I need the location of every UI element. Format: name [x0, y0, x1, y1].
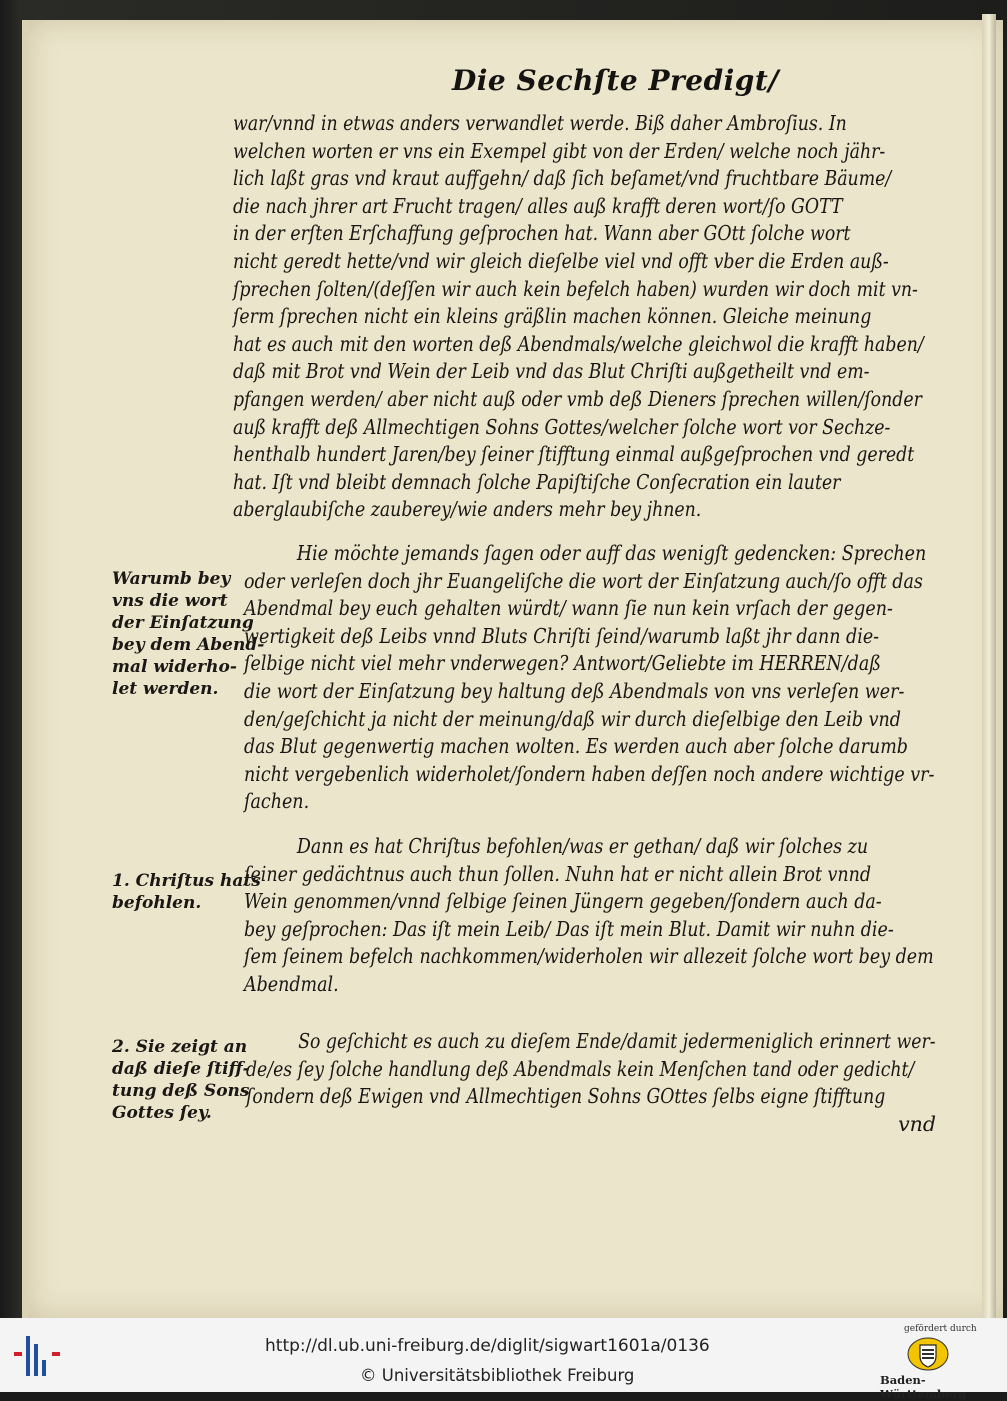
- text-line: ſeiner gedächtnus auch thun ſollen. Nuhn hat er nicht allein Brot vnnd: [244, 861, 872, 886]
- text-line: ſachen.: [244, 789, 310, 814]
- text-line: in der erſten Erſchaffung geſprochen hat. Wann aber GOtt ſolche wort: [233, 221, 851, 246]
- text-line: Abendmal bey euch gehalten würdt/ wann ſie nun kein vrſach der gegen-: [244, 596, 893, 621]
- text-line: ſerm ſprechen nicht ein kleins gräßlin machen können. Gleiche meinung: [233, 304, 872, 329]
- text-line: daß mit Brot vnd Wein der Leib vnd das Blut Chriſti außgetheilt vnd em-: [233, 359, 870, 384]
- text-line: Abendmal.: [244, 971, 339, 996]
- margin-note-line: tung deß Sons: [112, 1081, 250, 1101]
- margin-note-line: daß dieſe ſtiff-: [112, 1059, 250, 1079]
- text-line: ſprechen ſolten/(deſſen wir auch kein befelch haben) wurden wir doch mit vn-: [233, 276, 918, 301]
- margin-note-line: mal widerho-: [112, 657, 237, 677]
- catchword: vnd: [898, 1111, 936, 1136]
- text-line: welchen worten er vns ein Exempel gibt von der Erden/ welche noch jähr-: [233, 138, 886, 163]
- text-line: hat es auch mit den worten deß Abendmals/welche gleichwol die krafft haben/: [233, 331, 924, 356]
- margin-note-line: der Einſatzung: [112, 613, 254, 633]
- running-head: Die Sechſte Predigt/: [452, 64, 780, 97]
- text-line: Hie möchte jemands ſagen oder auff das wenigſt gedencken: Sprechen: [296, 541, 927, 565]
- margin-note-line: 1. Chriſtus hats: [112, 871, 261, 891]
- text-line: So geſchicht es auch zu dieſem Ende/damit jedermeniglich erinnert wer-: [298, 1029, 936, 1053]
- margin-note-1: [112, 568, 264, 700]
- text-line: hat. Iſt vnd bleibt demnach ſolche Papiſtiſche Conſecration ein lauter: [233, 469, 841, 494]
- text-line: ſondern deß Ewigen vnd Allmechtigen Sohns GOttes ſelbs eigne ſtifftung: [246, 1084, 886, 1109]
- text-line: bey geſprochen: Das iſt mein Leib/ Das iſt mein Blut. Damit wir nuhn die-: [244, 916, 894, 941]
- text-line: ſem ſeinem befelch nachkommen/widerholen wir allezeit ſolche wort bey dem: [244, 944, 934, 969]
- text-line: pfangen werden/ aber nicht auß oder vmb deß Dieners ſprechen willen/ſonder: [233, 386, 922, 411]
- paragraph-4: [246, 1028, 1007, 1138]
- text-line: ſelbige nicht viel mehr vnderwegen? Antwort/Geliebte im HERREN/daß: [244, 651, 881, 676]
- margin-note-line: let werden.: [112, 679, 219, 699]
- margin-note-line: 2. Sie zeigt an: [112, 1037, 248, 1057]
- text-line: das Blut gegenwertig machen wolten. Es werden auch aber ſolche darumb: [244, 734, 909, 759]
- copyright-text: © Universitätsbibliothek Freiburg: [360, 1366, 635, 1385]
- text-line: Wein genommen/vnnd ſelbige ſeinen Jüngern gegeben/ſondern auch da-: [244, 889, 882, 914]
- margin-note-line: vns die wort: [112, 591, 228, 611]
- sponsor-label: gefördert durch: [904, 1324, 977, 1334]
- text-line: auß krafft deß Allmechtigen Sohns Gottes/welcher ſolche wort vor Sechze-: [233, 414, 891, 439]
- margin-note-line: bey dem Abend-: [112, 635, 265, 655]
- paragraph-1: [233, 110, 1007, 524]
- text-line: den/geſchicht ja nicht der meinung/daß wir durch dieſelbige den Leib vnd: [244, 706, 901, 731]
- margin-note-line: Warumb bey: [112, 569, 231, 589]
- text-line: de/es ſey ſolche handlung deß Abendmals kein Menſchen tand oder gedicht/: [246, 1056, 915, 1081]
- text-line: aberglaubiſche zauberey/wie anders mehr bey jhnen.: [233, 497, 702, 522]
- text-line: lich laßt gras vnd kraut auffgehn/ daß ſich beſamet/vnd fruchtbare Bäume/: [233, 166, 892, 191]
- text-line: wertigkeit deß Leibs vnnd Bluts Chriſti ſeind/warumb laßt jhr dann die-: [244, 623, 880, 648]
- text-line: Dann es hat Chriſtus befohlen/was er gethan/ daß wir ſolches zu: [296, 834, 869, 858]
- baden-wuerttemberg-crest-icon: [907, 1337, 949, 1371]
- margin-note-3: [112, 1036, 250, 1124]
- paragraph-2: [244, 540, 1007, 816]
- text-line: war/vnnd in etwas anders verwandlet werde. Biß daher Ambroſius. In: [233, 111, 847, 135]
- text-line: die nach jhrer art Frucht tragen/ alles auß krafft deren wort/ſo GOTT: [233, 193, 843, 218]
- margin-note-line: befohlen.: [112, 893, 202, 913]
- text-line: oder verleſen doch jhr Euangeliſche die wort der Einſatzung auch/ſo offt das: [244, 568, 923, 593]
- paragraph-3: [244, 833, 1007, 999]
- ub-freiburg-logo-icon: [14, 1334, 64, 1378]
- margin-note-2: [112, 870, 261, 914]
- text-line: die wort der Einſatzung bey haltung deß Abendmals von vns verleſen wer-: [244, 678, 905, 703]
- sponsor-name: Baden-Württemberg: [880, 1373, 967, 1401]
- permalink-link[interactable]: http://dl.ub.uni-freiburg.de/diglit/sigwart1601a/0136: [265, 1336, 710, 1356]
- text-line: nicht vergebenlich widerholet/ſondern haben deſſen noch andere wichtige vr-: [244, 761, 935, 786]
- text-line: henthalb hundert Jaren/bey ſeiner ſtifftung einmal außgeſprochen vnd geredt: [233, 442, 915, 467]
- margin-note-line: Gottes ſey.: [112, 1103, 212, 1123]
- text-line: nicht geredt hette/vnd wir gleich dieſelbe viel vnd offt vber die Erden auß-: [233, 248, 889, 273]
